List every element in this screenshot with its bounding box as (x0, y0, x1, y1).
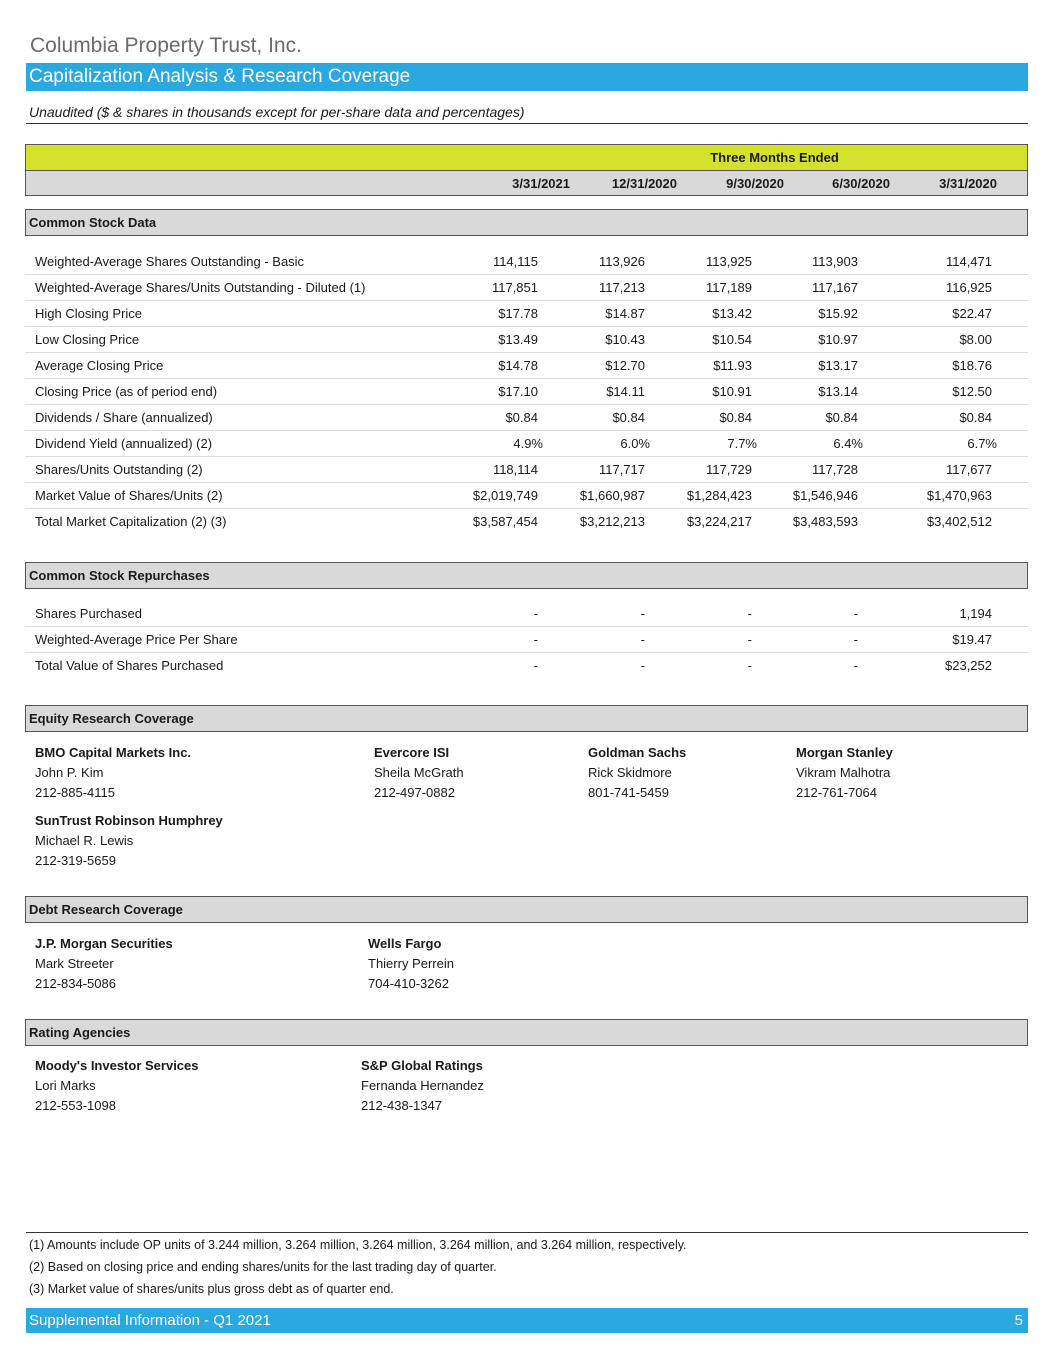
page-number: 5 (1014, 1312, 1023, 1329)
row-label: Average Closing Price (35, 358, 164, 373)
table-cell: $10.43 (605, 332, 645, 347)
contact-name: Sheila McGrath (374, 765, 464, 780)
table-cell: 117,213 (598, 280, 645, 295)
table-cell: 114,471 (945, 254, 992, 269)
table-row (25, 327, 1028, 353)
divider (26, 1232, 1028, 1233)
contact-card (35, 811, 223, 871)
contact-card (368, 934, 454, 994)
table-cell: - (533, 632, 538, 647)
table-cell: $12.50 (952, 384, 992, 399)
page-title: Capitalization Analysis & Research Coverage (26, 63, 1028, 91)
contact-firm: BMO Capital Markets Inc. (35, 745, 192, 760)
table-cell: $3,212,213 (579, 514, 645, 529)
table-cell: $0.84 (825, 410, 858, 425)
subtitle: Unaudited ($ & shares in thousands except for per-share data and percentages) (29, 104, 525, 120)
column-header: 12/31/2020 (611, 176, 677, 191)
table-cell: $8.00 (959, 332, 992, 347)
row-label: Shares Purchased (35, 606, 142, 621)
table-cell: 113,926 (598, 254, 645, 269)
section-header-repurchases: Common Stock Repurchases (25, 562, 1028, 589)
contact-firm: Goldman Sachs (588, 745, 687, 760)
table-cell: $23,252 (945, 658, 992, 673)
table-cell: 6.7% (967, 436, 997, 451)
column-header: 6/30/2020 (832, 176, 890, 191)
contact-name: Rick Skidmore (588, 765, 672, 780)
table-cell: 6.0% (620, 436, 650, 451)
contact-phone: 212-834-5086 (35, 976, 116, 991)
table-cell: 7.7% (727, 436, 757, 451)
table-cell: $13.17 (818, 358, 858, 373)
table-cell: - (640, 606, 645, 621)
footnote: (3) Market value of shares/units plus gross debt as of quarter end. (29, 1282, 394, 1296)
section-header-rating-agencies: Rating Agencies (25, 1019, 1028, 1046)
contact-name: Thierry Perrein (368, 956, 454, 971)
table-cell: - (747, 658, 752, 673)
contact-card (35, 934, 173, 994)
column-header: 9/30/2020 (726, 176, 784, 191)
contact-name: Mark Streeter (35, 956, 114, 971)
contact-name: Fernanda Hernandez (361, 1078, 484, 1093)
row-label: Shares/Units Outstanding (2) (35, 462, 203, 477)
contact-phone: 212-761-7064 (796, 785, 877, 800)
table-cell: $0.84 (719, 410, 752, 425)
contact-card (35, 743, 191, 803)
table-cell: $3,587,454 (472, 514, 538, 529)
row-label: Dividend Yield (annualized) (2) (35, 436, 213, 451)
table-row (25, 431, 1028, 457)
table-row (25, 457, 1028, 483)
contact-name: John P. Kim (35, 765, 104, 780)
table-cell: - (853, 658, 858, 673)
column-header: 3/31/2021 (512, 176, 570, 191)
table-row (25, 627, 1028, 653)
table-cell: 113,925 (705, 254, 752, 269)
footer-label: Supplemental Information - Q1 2021 (29, 1312, 271, 1329)
page-footer (26, 1308, 1028, 1333)
table-cell: $1,470,963 (926, 488, 992, 503)
table-row (25, 601, 1028, 627)
table-cell: 117,167 (811, 280, 858, 295)
table-cell: $13.49 (498, 332, 538, 347)
row-label: Dividends / Share (annualized) (35, 410, 213, 425)
contact-phone: 801-741-5459 (588, 785, 669, 800)
row-label: Total Market Capitalization (2) (3) (35, 514, 227, 529)
table-cell: - (533, 658, 538, 673)
table-cell: 118,114 (492, 462, 538, 477)
contact-firm: SunTrust Robinson Humphrey (35, 813, 223, 828)
table-cell: 1,194 (959, 606, 992, 621)
table-cell: - (853, 632, 858, 647)
table-cell: $3,402,512 (926, 514, 992, 529)
contact-name: Michael R. Lewis (35, 833, 134, 848)
table-cell: 117,728 (811, 462, 858, 477)
contact-firm: Moody's Investor Services (35, 1058, 199, 1073)
contact-phone: 212-497-0882 (374, 785, 455, 800)
period-header-bar (25, 144, 1028, 170)
contact-card (361, 1056, 484, 1116)
table-cell: 4.9% (513, 436, 543, 451)
contact-firm: Evercore ISI (374, 745, 450, 760)
contact-phone: 704-410-3262 (368, 976, 449, 991)
row-label: Weighted-Average Shares/Units Outstanding - Diluted (1) (35, 280, 366, 295)
table-cell: $19.47 (952, 632, 992, 647)
table-cell: 117,717 (598, 462, 645, 477)
row-label: Weighted-Average Price Per Share (35, 632, 238, 647)
table-cell: $15.92 (818, 306, 858, 321)
table-row (25, 301, 1028, 327)
table-row (25, 249, 1028, 275)
row-label: Closing Price (as of period end) (35, 384, 218, 399)
table-cell: 117,189 (705, 280, 752, 295)
table-cell: $14.11 (606, 384, 645, 399)
table-cell: $11.93 (713, 358, 752, 373)
contact-firm: Morgan Stanley (796, 745, 893, 760)
table-cell: $10.91 (712, 384, 752, 399)
table-row (25, 353, 1028, 379)
row-label: Market Value of Shares/Units (2) (35, 488, 223, 503)
table-cell: $17.78 (498, 306, 538, 321)
table-cell: $3,483,593 (792, 514, 858, 529)
table-cell: 6.4% (833, 436, 863, 451)
table-row (25, 653, 1028, 679)
contact-phone: 212-438-1347 (361, 1098, 442, 1113)
table-cell: 117,851 (491, 280, 538, 295)
divider (26, 123, 1028, 124)
table-cell: - (533, 606, 538, 621)
table-cell: $1,660,987 (579, 488, 645, 503)
table-cell: $14.87 (605, 306, 645, 321)
table-cell: $1,546,946 (792, 488, 858, 503)
table-row (25, 509, 1028, 535)
table-cell: $10.54 (712, 332, 752, 347)
table-cell: 113,903 (811, 254, 858, 269)
table-cell: - (853, 606, 858, 621)
table-cell: $1,284,423 (686, 488, 752, 503)
contact-firm: Wells Fargo (368, 936, 442, 951)
contact-phone: 212-553-1098 (35, 1098, 116, 1113)
table-cell: $3,224,217 (686, 514, 752, 529)
row-label: Total Value of Shares Purchased (35, 658, 224, 673)
table-cell: $17.10 (498, 384, 538, 399)
table-row (25, 275, 1028, 301)
column-header: 3/31/2020 (939, 176, 997, 191)
section-header-equity-research: Equity Research Coverage (25, 705, 1028, 732)
period-header: Three Months Ended (710, 150, 839, 165)
column-header-row (25, 170, 1028, 196)
section-header-common-stock: Common Stock Data (25, 209, 1028, 236)
table-cell: $13.42 (712, 306, 752, 321)
table-row (25, 405, 1028, 431)
contact-phone: 212-319-5659 (35, 853, 116, 868)
table-row (25, 483, 1028, 509)
contact-name: Vikram Malhotra (796, 765, 891, 780)
contact-firm: S&P Global Ratings (361, 1058, 483, 1073)
table-cell: 116,925 (945, 280, 992, 295)
row-label: High Closing Price (35, 306, 142, 321)
table-cell: - (747, 606, 752, 621)
table-cell: $22.47 (952, 306, 992, 321)
table-cell: $12.70 (605, 358, 645, 373)
table-cell: $0.84 (959, 410, 992, 425)
contact-name: Lori Marks (35, 1078, 96, 1093)
table-cell: $14.78 (498, 358, 538, 373)
table-cell: - (747, 632, 752, 647)
row-label: Low Closing Price (35, 332, 140, 347)
table-cell: $13.14 (818, 384, 858, 399)
table-cell: $18.76 (952, 358, 992, 373)
footnote: (1) Amounts include OP units of 3.244 million, 3.264 million, 3.264 million, 3.264 million, and 3.264 million, respectively. (29, 1238, 687, 1252)
table-cell: 117,677 (945, 462, 992, 477)
contact-card (588, 743, 686, 803)
table-cell: $0.84 (505, 410, 538, 425)
contact-card (35, 1056, 199, 1116)
table-cell: 114,115 (492, 254, 538, 269)
contact-phone: 212-885-4115 (35, 785, 115, 800)
company-name: Columbia Property Trust, Inc. (30, 34, 302, 57)
table-cell: 117,729 (705, 462, 752, 477)
contact-card (796, 743, 893, 803)
table-cell: - (640, 632, 645, 647)
contact-card (374, 743, 464, 803)
table-cell: $2,019,749 (472, 488, 538, 503)
footnote: (2) Based on closing price and ending shares/units for the last trading day of quarter. (29, 1260, 497, 1274)
section-header-debt-research: Debt Research Coverage (25, 896, 1028, 923)
table-cell: - (640, 658, 645, 673)
table-cell: $0.84 (612, 410, 645, 425)
table-row (25, 379, 1028, 405)
table-cell: $10.97 (818, 332, 858, 347)
row-label: Weighted-Average Shares Outstanding - Basic (35, 254, 305, 269)
contact-firm: J.P. Morgan Securities (35, 936, 173, 951)
